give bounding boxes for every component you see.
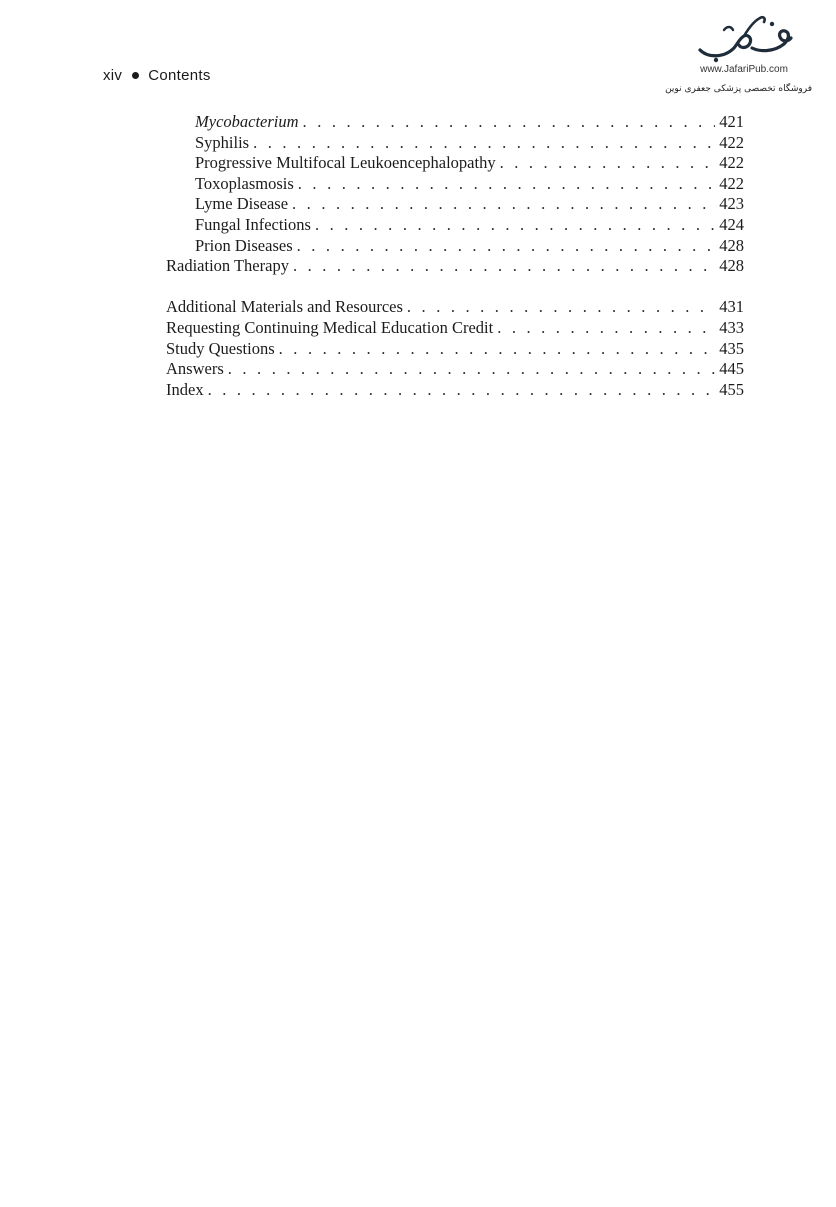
dot-leader — [297, 236, 715, 257]
toc-entry-page: 445 — [719, 359, 744, 379]
toc-entry-title: Prion Diseases — [195, 235, 293, 255]
running-head-section: Contents — [148, 67, 211, 84]
toc-group-back-matter — [166, 297, 744, 400]
toc-entry-title: Additional Materials and Resources — [166, 297, 403, 317]
toc-entry-title: Syphilis — [195, 132, 250, 152]
dot-leader — [292, 194, 715, 215]
toc-entry — [166, 339, 744, 360]
toc-entry-page: 455 — [719, 379, 744, 399]
toc-entry — [166, 133, 744, 154]
toc-entry — [166, 297, 744, 318]
toc-entry-title: Fungal Infections — [195, 214, 311, 234]
toc-entry — [166, 359, 744, 380]
dot-leader — [208, 380, 715, 401]
logo-tagline: فروشگاه تخصصی پزشکی جعفری نوین — [665, 84, 812, 94]
dot-leader — [298, 174, 715, 195]
toc-entry-title: Index — [166, 379, 204, 399]
toc-entry — [166, 256, 744, 277]
toc-entry — [166, 153, 744, 174]
bullet-separator — [132, 72, 139, 79]
toc-entry — [166, 380, 744, 401]
dot-leader — [315, 215, 715, 236]
toc-entry — [166, 215, 744, 236]
dot-leader — [253, 133, 715, 154]
dot-leader — [407, 297, 715, 318]
toc-entry-title: Toxoplasmosis — [195, 173, 294, 193]
running-head — [103, 67, 211, 84]
calligraphy-logo-icon — [694, 12, 794, 64]
toc-group-continued — [166, 112, 744, 277]
toc-entry-page: 421 — [719, 112, 744, 131]
page-number: xiv — [103, 67, 123, 84]
toc-entry-title: Lyme Disease — [195, 194, 289, 214]
toc-entry-page: 433 — [719, 317, 744, 337]
toc-entry — [166, 174, 744, 195]
toc-entry-page: 422 — [719, 153, 744, 173]
table-of-contents — [166, 112, 744, 400]
dot-leader — [228, 359, 715, 380]
toc-entry-page: 423 — [719, 194, 744, 214]
toc-entry — [166, 194, 744, 215]
toc-entry — [166, 318, 744, 339]
publisher-logo — [665, 12, 812, 100]
toc-entry-page: 428 — [719, 256, 744, 276]
toc-entry-title: Progressive Multifocal Leukoencephalopathy — [195, 153, 496, 173]
toc-entry-page: 422 — [719, 132, 744, 152]
toc-entry-title: Study Questions — [166, 338, 275, 358]
toc-entry — [166, 236, 744, 257]
toc-entry-page: 428 — [719, 235, 744, 255]
dot-leader — [497, 318, 715, 339]
dot-leader — [293, 256, 715, 277]
toc-entry-title: Radiation Therapy — [166, 256, 289, 276]
toc-entry-title: Requesting Continuing Medical Education Credit — [166, 317, 494, 337]
dot-leader — [279, 339, 715, 360]
toc-entry-page: 431 — [719, 297, 744, 317]
toc-entry-page: 435 — [719, 338, 744, 358]
toc-entry — [166, 112, 744, 133]
toc-spacer — [166, 277, 744, 298]
logo-url: www.JafariPub.com — [700, 64, 788, 75]
toc-entry-page: 424 — [719, 214, 744, 234]
toc-entry-title: Answers — [166, 359, 224, 379]
dot-leader — [500, 153, 715, 174]
toc-entry-page: 422 — [719, 173, 744, 193]
toc-entry-title: Mycobacterium — [195, 112, 299, 131]
dot-leader — [303, 112, 715, 133]
